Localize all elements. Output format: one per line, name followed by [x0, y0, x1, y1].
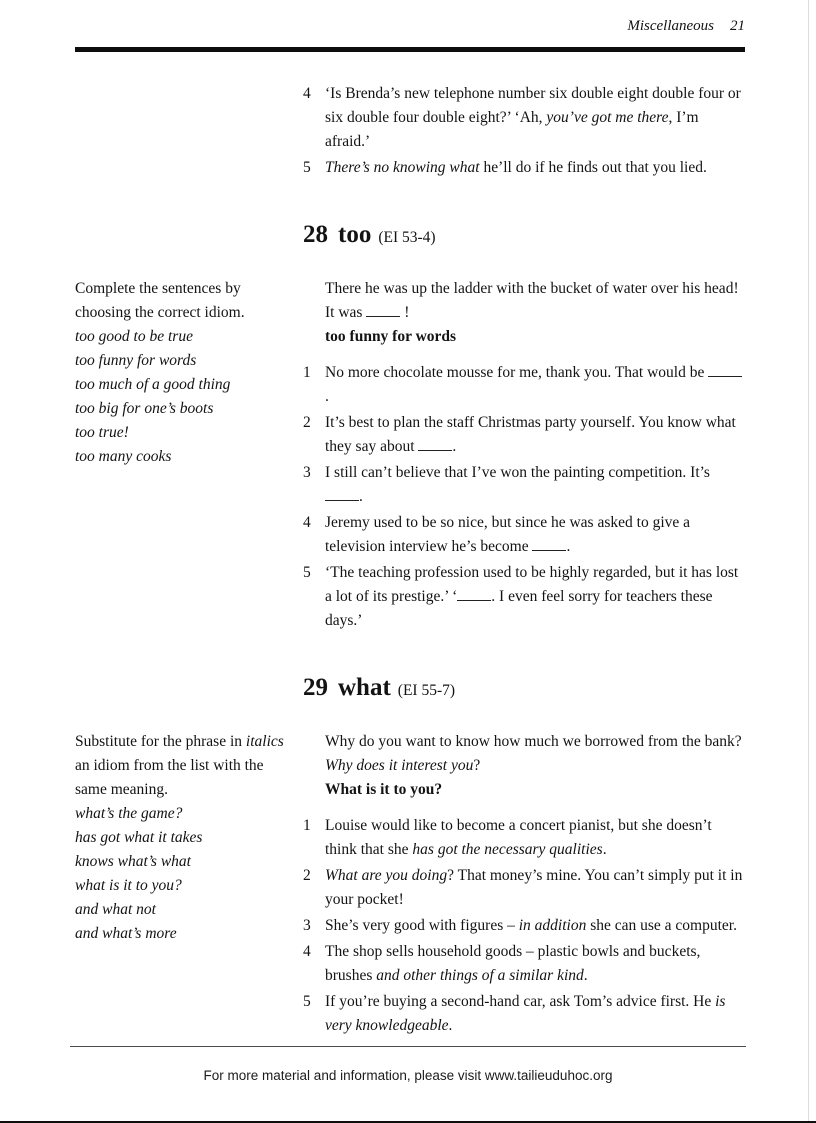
- section-title: too: [338, 221, 372, 248]
- italic-segment: in addition: [518, 917, 587, 934]
- italic-segment: italics: [245, 733, 284, 750]
- idiom-option: knows what’s what: [75, 853, 191, 870]
- item-text: [325, 82, 745, 154]
- item-text: [325, 156, 745, 180]
- text-segment: Jeremy used to be so nice, but since he was asked to give a television interview he’s become: [325, 514, 691, 555]
- italic-segment: Why does it interest you: [325, 757, 474, 774]
- exercise-items: [303, 361, 745, 633]
- section-heading: [303, 673, 745, 706]
- item-number: 4: [303, 514, 311, 531]
- answer-blank: [366, 303, 400, 317]
- page-edge-line: [808, 0, 809, 1123]
- text-segment: It’s best to plan the staff Christmas party yourself. You know what they say about: [325, 414, 736, 455]
- page-content: [0, 52, 816, 1040]
- exercise-item: [303, 814, 745, 862]
- section-number: 28: [303, 221, 328, 248]
- exercise-item: [303, 511, 745, 559]
- section-too: [75, 220, 745, 635]
- example-block: [325, 730, 745, 802]
- exercise-item: [303, 561, 745, 633]
- text-segment: .: [566, 538, 571, 555]
- section-heading-row: [75, 673, 745, 730]
- left-column-spacer: [75, 82, 303, 182]
- exercise-item: [303, 940, 745, 988]
- item-number: 2: [303, 867, 311, 884]
- item-text: [325, 990, 745, 1038]
- section-body-row: [75, 277, 745, 635]
- answer-blank: [418, 437, 452, 451]
- running-head: Miscellaneous: [627, 18, 714, 34]
- item-number: 2: [303, 414, 311, 431]
- text-segment: If you’re buying a second-hand car, ask Tom’s advice first. He: [325, 993, 716, 1010]
- item-text: [325, 940, 745, 988]
- italic-segment: has got the necessary qualities: [412, 841, 603, 858]
- instruction-text: [75, 277, 287, 325]
- idiom-option: too many cooks: [75, 448, 172, 465]
- page-number: 21: [730, 18, 745, 34]
- exercise-item: [303, 864, 745, 912]
- idiom-option: too big for one’s boots: [75, 400, 214, 417]
- answer-blank: [708, 363, 742, 377]
- answer-blank: [325, 487, 359, 501]
- item-text: [325, 461, 745, 509]
- item-number: 3: [303, 917, 311, 934]
- page-header: [0, 0, 816, 35]
- exercise-item: [303, 914, 745, 938]
- idiom-option: too funny for words: [75, 352, 197, 369]
- text-segment: ‘The teaching profession used to be highly regarded, but it has lost a lot of its prestige.’ ‘: [325, 564, 739, 605]
- idiom-option: and what’s more: [75, 925, 177, 942]
- intro-block: [75, 82, 745, 182]
- text-segment: .: [583, 967, 588, 984]
- text-segment: I still can’t believe that I’ve won the painting competition. It’s: [325, 464, 710, 481]
- text-segment: Louise would like to become a concert pianist, but she doesn’t think that she: [325, 817, 712, 858]
- exercise-item: [303, 990, 745, 1038]
- example-prompt: [325, 730, 745, 778]
- left-column-spacer: [75, 673, 303, 730]
- italic-segment: What are you doing: [325, 867, 448, 884]
- text-segment: !: [400, 304, 410, 321]
- footer-rule: [70, 1046, 746, 1047]
- text-segment: .: [325, 388, 329, 405]
- example-answer: What is it to you?: [325, 781, 443, 798]
- item-text: [325, 561, 745, 633]
- exercise-item: [303, 156, 745, 180]
- text-segment: She’s very good with figures –: [325, 917, 519, 934]
- exercise-item: [303, 361, 745, 409]
- idiom-list: [75, 325, 287, 469]
- exercise-item: [303, 82, 745, 154]
- item-text: [325, 864, 745, 912]
- section-body-row: [75, 730, 745, 1040]
- idiom-option: too true!: [75, 424, 129, 441]
- example-prompt: [325, 277, 745, 325]
- text-segment: ?: [473, 757, 481, 774]
- item-text: [325, 814, 745, 862]
- text-segment: .: [602, 841, 607, 858]
- item-number: 5: [303, 993, 311, 1010]
- exercise-item: [303, 461, 745, 509]
- example-answer: too funny for words: [325, 328, 457, 345]
- italic-segment: and other things of a similar kind: [376, 967, 584, 984]
- item-text: [325, 411, 745, 459]
- idiom-option: too good to be true: [75, 328, 193, 345]
- section-title: what: [338, 674, 391, 701]
- intro-items: [303, 82, 745, 182]
- exercise-item: [303, 411, 745, 459]
- text-segment: ‘Is Brenda’s new telephone number six double eight double four or six double four double eight?’ ‘Ah,: [325, 85, 741, 126]
- italic-segment: is very knowledgeable: [325, 993, 726, 1034]
- section-reference: (EI 55-7): [397, 682, 456, 699]
- item-number: 1: [303, 364, 311, 381]
- idiom-option: what’s the game?: [75, 805, 183, 822]
- idiom-option: has got what it takes: [75, 829, 203, 846]
- text-segment: The shop sells household goods – plastic bowls and buckets, brushes: [325, 943, 701, 984]
- item-number: 4: [303, 85, 311, 102]
- text-segment: Substitute for the phrase in: [75, 733, 246, 750]
- text-segment: an idiom from the list with the same meaning.: [75, 757, 264, 798]
- item-number: 4: [303, 943, 311, 960]
- text-segment: .: [448, 1017, 453, 1034]
- section-heading-row: [75, 220, 745, 277]
- item-number: 1: [303, 817, 311, 834]
- section-sidebar: [75, 730, 303, 1040]
- text-segment: There he was up the ladder with the bucket of water over his head! It was: [325, 280, 739, 321]
- idiom-option: what is it to you?: [75, 877, 182, 894]
- idiom-option: and what not: [75, 901, 156, 918]
- section-exercises: [303, 730, 745, 1040]
- item-number: 5: [303, 564, 311, 581]
- text-segment: . I even feel sorry for teachers these days.’: [325, 588, 713, 629]
- item-number: 3: [303, 464, 311, 481]
- item-text: [325, 361, 745, 409]
- text-segment: he’ll do if he finds out that you lied.: [479, 159, 707, 176]
- text-segment: No more chocolate mousse for me, thank you. That would be: [325, 364, 709, 381]
- section-number: 29: [303, 674, 328, 701]
- item-text: [325, 511, 745, 559]
- item-text: [325, 914, 745, 938]
- section-reference: (EI 53-4): [378, 229, 436, 246]
- text-segment: she can use a computer.: [586, 917, 737, 934]
- text-segment: ? That money’s mine. You can’t simply put it in your pocket!: [325, 867, 743, 908]
- section-what: [75, 673, 745, 1040]
- footer-text: For more material and information, please visit www.tailieuduhoc.org: [203, 1068, 613, 1083]
- text-segment: Complete the sentences by choosing the correct idiom.: [75, 280, 245, 321]
- answer-blank: [457, 587, 491, 601]
- text-segment: .: [359, 488, 363, 505]
- answer-blank: [532, 537, 566, 551]
- idiom-list: [75, 802, 287, 946]
- idiom-option: too much of a good thing: [75, 376, 231, 393]
- example-block: [325, 277, 745, 349]
- instruction-text: [75, 730, 287, 802]
- left-column-spacer: [75, 220, 303, 277]
- text-segment: .: [452, 438, 457, 455]
- section-sidebar: [75, 277, 303, 635]
- text-segment: Why do you want to know how much we borrowed from the bank?: [325, 733, 742, 750]
- text-segment: , I’m afraid.’: [325, 109, 699, 150]
- item-number: 5: [303, 159, 311, 176]
- italic-segment: you’ve got me there: [546, 109, 669, 126]
- section-exercises: [303, 277, 745, 635]
- exercise-items: [303, 814, 745, 1038]
- italic-segment: There’s no knowing what: [325, 159, 480, 176]
- section-heading: [303, 220, 745, 253]
